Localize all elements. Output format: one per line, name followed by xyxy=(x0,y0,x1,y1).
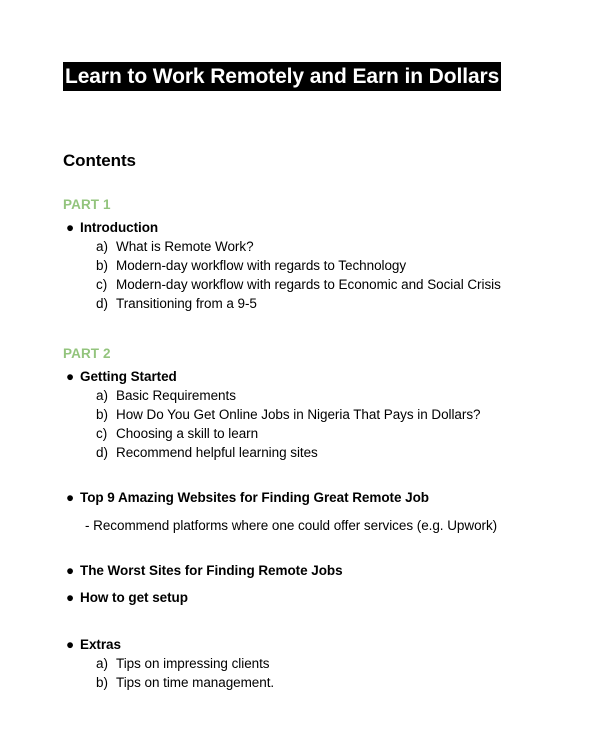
toc-bullet-introduction[interactable] xyxy=(63,218,600,237)
list-item-label: How Do You Get Online Jobs in Nigeria That Pays in Dollars? xyxy=(116,407,481,422)
list-item-label: Choosing a skill to learn xyxy=(116,426,259,441)
list-item[interactable] xyxy=(96,673,600,692)
toc-bullet-label: Getting Started xyxy=(80,369,177,384)
list-item-label: Tips on impressing clients xyxy=(116,656,270,671)
contents-heading: Contents xyxy=(63,151,136,170)
toc-group-worst-sites xyxy=(0,561,600,580)
list-item[interactable] xyxy=(96,275,600,294)
bullet-dot-icon: ● xyxy=(66,369,75,384)
toc-sublist-getting-started xyxy=(0,386,600,462)
list-item-marker: d) xyxy=(96,296,108,311)
toc-bullet-top-9-websites[interactable] xyxy=(63,488,600,507)
list-item[interactable] xyxy=(96,424,600,443)
toc-sublist-introduction xyxy=(0,237,600,313)
toc-note-top-9-websites: - Recommend platforms where one could offer services (e.g. Upwork) xyxy=(85,518,498,533)
list-item[interactable] xyxy=(96,405,600,424)
toc-group-getting-started xyxy=(0,367,600,462)
list-item[interactable] xyxy=(96,256,600,275)
toc-bullet-how-to-get-setup[interactable] xyxy=(63,588,600,607)
toc-bullet-label: The Worst Sites for Finding Remote Jobs xyxy=(80,563,343,578)
list-item-label: Tips on time management. xyxy=(116,675,275,690)
toc-bullet-label: Introduction xyxy=(80,220,159,235)
toc-group-how-to-get-setup xyxy=(0,588,600,607)
toc-group-top-9-websites xyxy=(0,488,600,535)
part-section-2 xyxy=(0,345,600,692)
toc-group-introduction xyxy=(0,218,600,313)
bullet-dot-icon: ● xyxy=(66,590,75,605)
toc-bullet-extras[interactable] xyxy=(63,635,600,654)
list-item[interactable] xyxy=(96,443,600,462)
page-title: Learn to Work Remotely and Earn in Dollars xyxy=(63,62,501,91)
toc-bullet-label: Extras xyxy=(80,637,121,652)
list-item-marker: c) xyxy=(96,426,108,441)
list-item-label: What is Remote Work? xyxy=(116,239,254,254)
list-item[interactable] xyxy=(96,294,600,313)
bullet-dot-icon: ● xyxy=(66,490,75,505)
document-title-container xyxy=(63,62,501,91)
list-item-marker: b) xyxy=(96,675,108,690)
list-item-label: Transitioning from a 9-5 xyxy=(116,296,257,311)
list-item-marker: a) xyxy=(96,656,108,671)
toc-bullet-getting-started[interactable] xyxy=(63,367,600,386)
list-item-marker: a) xyxy=(96,388,108,403)
part-section-1 xyxy=(0,196,600,313)
list-item-label: Basic Requirements xyxy=(116,388,236,403)
list-item-marker: a) xyxy=(96,239,108,254)
list-item-label: Modern-day workflow with regards to Technology xyxy=(116,258,407,273)
bullet-dot-icon: ● xyxy=(66,220,75,235)
table-of-contents xyxy=(0,196,600,692)
list-item[interactable] xyxy=(96,654,600,673)
list-item[interactable] xyxy=(96,237,600,256)
list-item[interactable] xyxy=(96,386,600,405)
list-item-label: Recommend helpful learning sites xyxy=(116,445,318,460)
toc-bullet-worst-sites[interactable] xyxy=(63,561,600,580)
toc-group-extras xyxy=(0,635,600,692)
list-item-marker: b) xyxy=(96,258,108,273)
list-item-marker: d) xyxy=(96,445,108,460)
bullet-dot-icon: ● xyxy=(66,637,75,652)
toc-sublist-extras xyxy=(0,654,600,692)
part-label-2: PART 2 xyxy=(63,346,111,361)
bullet-dot-icon: ● xyxy=(66,563,75,578)
part-label-1: PART 1 xyxy=(63,197,111,212)
list-item-marker: b) xyxy=(96,407,108,422)
toc-bullet-label: How to get setup xyxy=(80,590,188,605)
toc-bullet-label: Top 9 Amazing Websites for Finding Great Remote Job xyxy=(80,490,429,505)
list-item-marker: c) xyxy=(96,277,108,292)
list-item-label: Modern-day workflow with regards to Economic and Social Crisis xyxy=(116,277,501,292)
